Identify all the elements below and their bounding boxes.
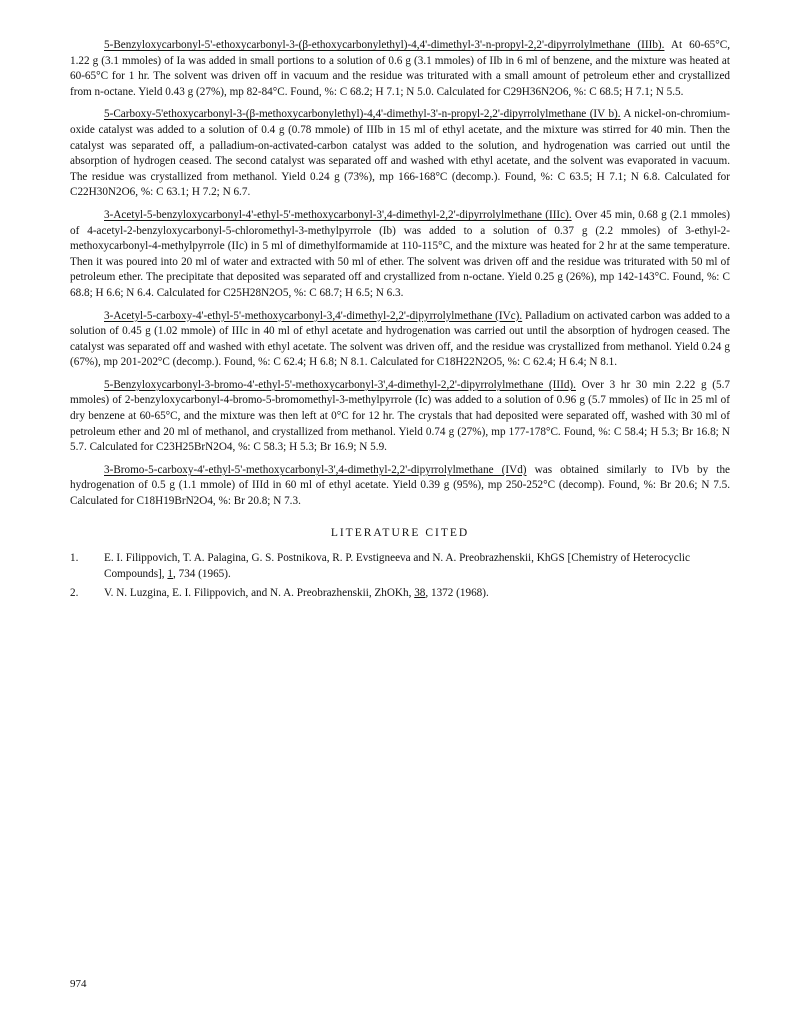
compound-title-ivc: 3-Acetyl-5-carboxy-4'-ethyl-5'-methoxycarbonyl-3,4'-dimethyl-2,2'-dipyrrolylmethane (IVc). xyxy=(104,309,523,322)
compound-title-ivd: 3-Bromo-5-carboxy-4'-ethyl-5'-methoxycarbonyl-3',4-dimethyl-2,2'-dipyrrolylmethane (IVd) xyxy=(104,463,527,476)
reference-number: 2. xyxy=(70,587,79,600)
paragraph-body-iiid: Over 3 hr 30 min 2.22 g (5.7 mmoles) of 2-benzyloxycarbonyl-4-bromo-5-bromomethyl-3-methylpyrrole (Ic) was added to a solution of 0.96 g (5.7 mmoles) of IIc in 25 ml of dry benzene at 60-65°C, and the mixture was then left at 0°C for 12 hr. The crystals that had deposited were separated off, washed with 30 ml of petroleum ether and 20 ml of methanol, and crystallized from methanol. Yield 0.74 g (27%), mp 177-178°C. Found, %: C 58.4; H 5.3; Br 16.8; N 5.7. Calculated for C23H25BrN2O4, %: C 58.3; H 5.3; Br 16.9; N 5.9. xyxy=(70,378,730,454)
page-content xyxy=(70,38,730,606)
reference-text xyxy=(104,586,730,602)
paragraph-ivb xyxy=(70,107,730,201)
reference-authors: V. N. Luzgina, E. I. Filippovich, and N. A. Preobrazhenskii, ZhOKh, xyxy=(104,587,415,600)
reference-authors: E. I. Filippovich, T. A. Palagina, G. S. Postnikova, R. P. Evstigneeva and N. A. Preobrazhenskii, KhGS [Chemistry of Heterocyclic Compounds], xyxy=(104,552,690,580)
reference-text xyxy=(104,551,730,582)
paragraph-ivd xyxy=(70,463,730,510)
reference-pages: , 1372 (1968). xyxy=(425,587,489,600)
paragraph-body-ivd: was obtained similarly to IVb by the hydrogenation of 0.5 g (1.1 mmole) of IIId in 60 ml of ethyl acetate. Yield 0.39 g (95%), mp 250-252°C (decomp). Found, %: Br 20.6; N 7.5. Calculated for C18H19BrN2O4, %: Br 20.8; N 7.3. xyxy=(70,463,731,508)
reference-pages: , 734 (1965). xyxy=(173,567,231,580)
paragraph-iiic xyxy=(70,208,730,302)
paragraph-body-ivc: Palladium on activated carbon was added to a solution of 0.45 g (1.02 mmole) of IIIc in 40 ml of ethyl acetate and hydrogenation was carried out until the absorption of hydrogen ceased. The catalyst was separated off and washed with ethyl acetate. The solvent was driven off, and the residue was crystallized from methanol. Yield 0.24 g (67%), mp 201-202°C (decomp.). Found, %: C 62.4; H 6.8; N 8.1. Calculated for C18H22N2O5, %: C 62.4; H 6.4; N 8.1. xyxy=(70,309,730,369)
compound-title-ivb: 5-Carboxy-5'ethoxycarbonyl-3-(β-methoxycarbonylethyl)-4,4'-dimethyl-3'-n-propyl-2,2'-dipyrrolylmethane (IV b). xyxy=(104,108,621,121)
paragraph-body-iiib: At 60-65°C, 1.22 g (3.1 mmoles) of Ia was added in small portions to a solution of 0.6 g (3.1 mmoles) of IIb in 6 ml of benzene, and the mixture was heated at 60-65°C for 1 hr. The solvent was driven off in vacuum and the residue was triturated with a small amount of petroleum ether and crystallized from n-octane. Yield 0.43 g (27%), mp 82-84°C. Found, %: C 68.2; H 7.1; N 5.0. Calculated for C29H36N2O6, %: C 68.5; H 7.1; N 5.5. xyxy=(70,39,731,98)
compound-title-iiib: 5-Benzyloxycarbonyl-5'-ethoxycarbonyl-3-(β-ethoxycarbonylethyl)-4,4'-dimethyl-3'-n-propyl-2,2'-dipyrrolylmethane (IIIb). xyxy=(104,39,665,51)
reference-volume: 38 xyxy=(414,587,426,600)
paragraph-iiib xyxy=(70,38,730,100)
compound-title-iiic: 3-Acetyl-5-benzyloxycarbonyl-4'-ethyl-5'-methoxycarbonyl-3',4-dimethyl-2,2'-dipyrrolylmethane (IIIc). xyxy=(104,208,572,221)
reference-number: 1. xyxy=(70,552,79,565)
reference-item xyxy=(70,551,730,582)
compound-title-iiid: 5-Benzyloxycarbonyl-3-bromo-4'-ethyl-5'-methoxycarbonyl-3',4-dimethyl-2,2'-dipyrrolylmethane (IIId). xyxy=(104,378,576,391)
literature-heading: LITERATURE CITED xyxy=(330,526,470,539)
reference-volume: 1 xyxy=(167,567,173,580)
page-number: 974 xyxy=(70,978,87,990)
paragraph-iiid xyxy=(70,378,730,456)
reference-item xyxy=(70,586,730,602)
paragraph-ivc xyxy=(70,309,730,371)
paragraph-body-iiic: Over 45 min, 0.68 g (2.1 mmoles) of 4-acetyl-2-benzyloxycarbonyl-5-chloromethyl-3-methylpyrrole (Ib) was added to a solution of 0.37 g (2.2 mmoles) of 3-ethyl-2-methoxycarbonyl-4-methylpyrrole (IIc) in 5 ml of dimethylformamide at 110-115°C, and the mixture was heated for 2 hr at the same temperature. Then it was poured into 20 ml of water and extracted with 50 ml of ether. The solvent was driven off and the residue was triturated with 50 ml of petroleum ether. The precipitate that deposited was separated off and crystallized from n-octane. Yield 0.25 g (26%), mp 142-143°C. Found, %: C 68.8; H 6.6; N 6.4. Calculated for C25H28N2O5, %: C 68.7; H 6.5; N 6.3. xyxy=(70,208,730,299)
paragraph-body-ivb: A nickel-on-chromium-oxide catalyst was added to a solution of 0.4 g (0.78 mmole) of IIIb in 15 ml of ethyl acetate, and the mixture was stirred for 40 min. Then the catalyst was separated off, a palladium-on-activated-carbon catalyst was added to the solution, and hydrogenation was carried out until the absorption of hydrogen ceased. The second catalyst was separated off and washed with ethyl acetate, and the solvent was evaporated in vacuum. The residue was crystallized from methanol. Yield 0.24 g (73%), mp 166-168°C (decomp.). Found, %: C 63.5; H 7.1; N 6.8. Calculated for C22H30N2O6, %: C 63.1; H 7.2; N 6.7. xyxy=(70,108,730,199)
